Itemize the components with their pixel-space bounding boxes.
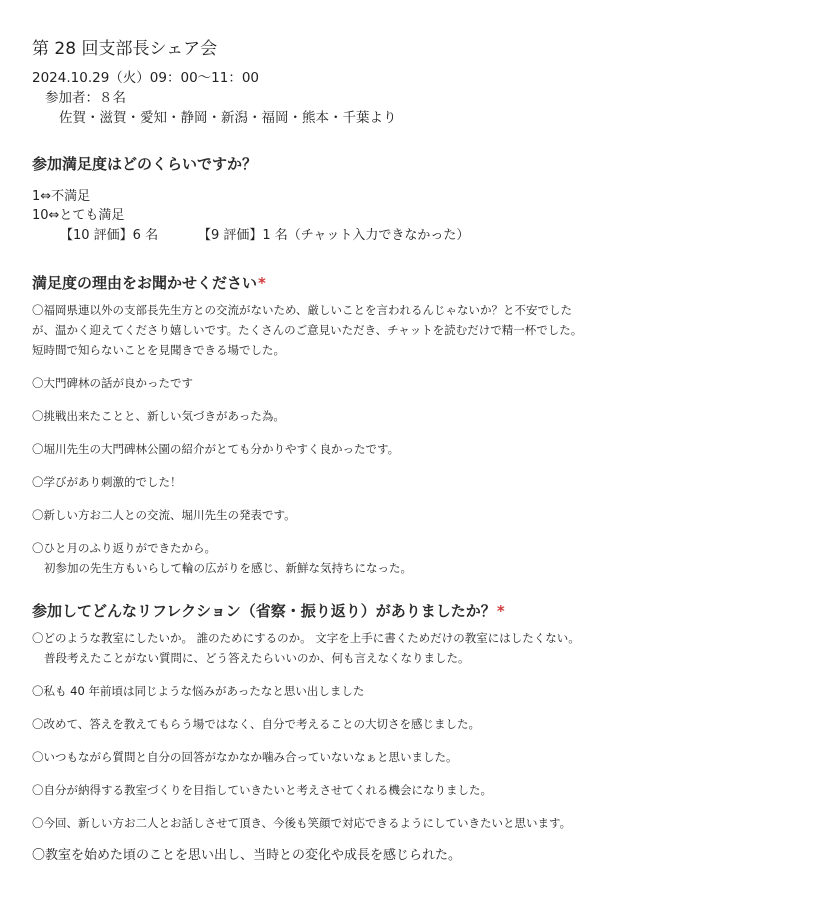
reason-line: 短時間で知らないことを見聞きできる場でした。	[32, 343, 285, 357]
required-mark: *	[258, 274, 266, 292]
reflection-item	[32, 628, 580, 668]
required-mark: *	[496, 602, 505, 620]
reason-item	[32, 472, 182, 492]
result-score-9: 【9 評価】1 名（チャット入力できなかった）	[198, 228, 470, 243]
reason-item	[32, 505, 296, 525]
result-score-10: 【10 評価】6 名	[60, 228, 159, 243]
scale-low-label: 1⇔不満足	[32, 189, 91, 204]
reflection-item	[32, 846, 461, 866]
reason-item	[32, 439, 399, 459]
reason-item	[32, 300, 582, 360]
reflection-item	[32, 813, 571, 833]
reflection-line: 〇教室を始めた頃のことを思い出し、当時との変化や成長を感じられた。	[32, 848, 462, 863]
reason-line: 〇堀川先生の大門碑林公園の紹介がとても分かりやすく良かったです。	[32, 442, 400, 456]
reflection-line: 〇自分が納得する教室づくりを目指していきたいと考えさせてくれる機会になりました。	[32, 783, 492, 797]
reason-line: 〇ひと月のふり返りができたから。	[32, 541, 216, 555]
reason-line: 〇学びがあり刺激的でした！	[32, 475, 182, 489]
reflection-question-text: 参加してどんなリフレクション（省察・振り返り）がありましたか？	[32, 602, 496, 620]
reflection-item	[32, 714, 480, 734]
document-title: 第 28 回支部長シェア会	[32, 39, 218, 59]
reason-line: 〇新しい方お二人との交流、堀川先生の発表です。	[32, 508, 296, 522]
reflection-line: 〇私も 40 年前頃は同じような悩みがあったなと思い出しました	[32, 684, 365, 698]
reason-line: 〇福岡県連以外の支部長先生方との交流がないため、厳しいことを言われるんじゃないか？と不安でした	[32, 303, 573, 317]
reasons-question	[32, 272, 266, 293]
reason-item	[32, 538, 412, 578]
reflection-line: 〇今回、新しい方お二人とお話しさせて頂き、今後も笑顔で対応できるようにしていきたいと思います。	[32, 816, 572, 830]
reflection-item	[32, 780, 492, 800]
satisfaction-question: 参加満足度はどのくらいですか？	[32, 155, 258, 173]
reason-item	[32, 406, 285, 426]
participant-regions: 佐賀・滋賀・愛知・静岡・新潟・福岡・熊本・千葉より	[59, 110, 397, 126]
event-datetime: 2024.10.29（火）09：00～11：00	[32, 70, 260, 86]
reflection-line: 〇いつもながら質問と自分の回答がなかなか噛み合っていないなぁと思いました。	[32, 750, 458, 764]
reflection-item	[32, 747, 458, 767]
reasons-question-text: 満足度の理由をお聞かせください	[32, 274, 258, 292]
reason-item	[32, 373, 193, 393]
scale-high-label: 10⇔とても満足	[32, 208, 125, 223]
reflection-line: 〇改めて、答えを教えてもらう場ではなく、自分で考えることの大切さを感じました。	[32, 717, 481, 731]
reflection-line: 〇どのような教室にしたいか。 誰のためにするのか。 文字を上手に書くためだけの教室にはしたくない。	[32, 631, 580, 645]
participant-count: 参加者：８名	[45, 90, 126, 106]
reflection-item	[32, 681, 364, 701]
reflection-line: 普段考えたことがない質問に、どう答えたらいいのか、何も言えなくなりました。	[44, 651, 470, 665]
reason-line: 〇大門碑林の話が良かったです	[32, 376, 193, 390]
reason-line: が、温かく迎えてくださり嬉しいです。たくさんのご意見いただき、チャットを読むだけで精一杯でした。	[32, 323, 583, 337]
reason-line: 〇挑戦出来たことと、新しい気づきがあった為。	[32, 409, 285, 423]
reflection-question	[32, 600, 505, 621]
reason-line: 初参加の先生方もいらして輪の広がりを感じ、新鮮な気持ちになった。	[44, 561, 412, 575]
